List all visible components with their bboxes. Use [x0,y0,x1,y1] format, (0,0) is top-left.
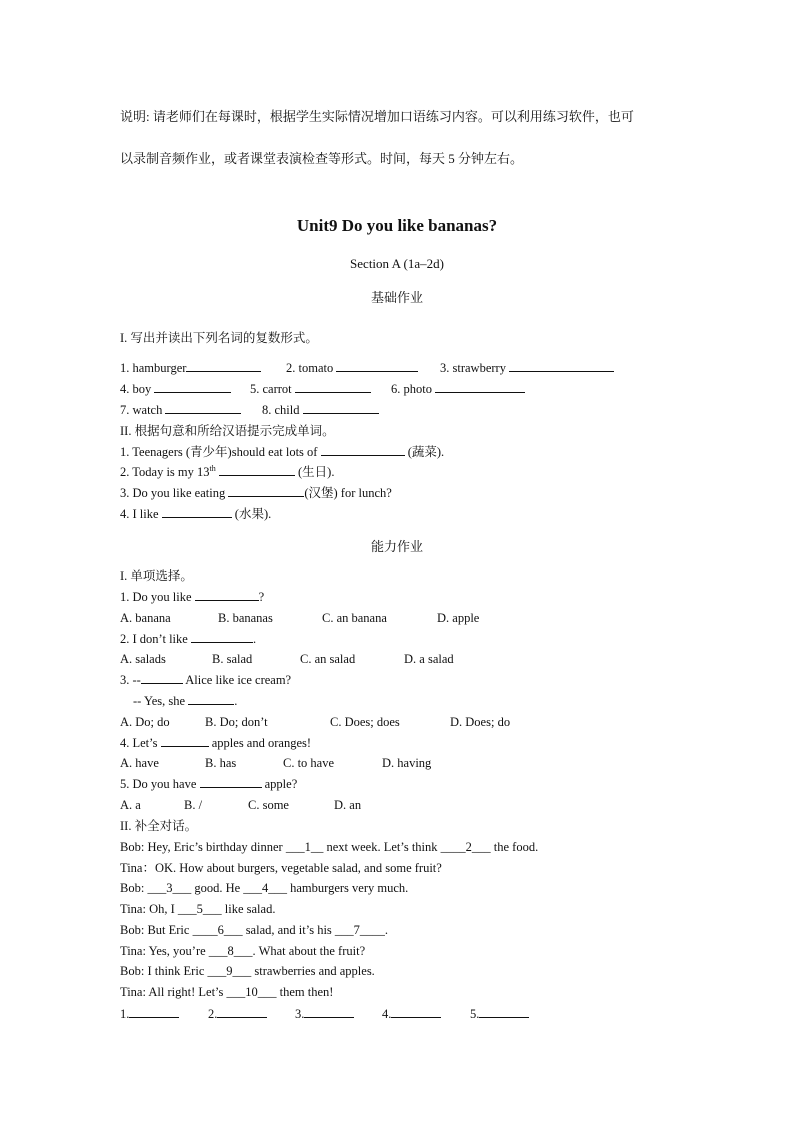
mc-option[interactable]: D. having [382,756,432,770]
mc-option[interactable]: C. some [248,798,289,812]
answer-blank[interactable] [129,1006,179,1018]
plural-item: 5. carrot [250,381,371,397]
answer-blank[interactable] [304,1006,354,1018]
mc-option[interactable]: C. to have [283,756,335,770]
mc-option[interactable]: A. a [120,798,141,812]
answer-blank[interactable] [154,381,231,393]
mc-question-reply: -- Yes, she . [133,694,238,708]
mc-option[interactable]: A. have [120,756,159,770]
plural-task-heading: I. 写出并读出下列名词的复数形式。 [120,331,318,345]
mc-option[interactable]: D. a salad [404,652,454,666]
mc-option[interactable]: B. bananas [218,611,273,625]
mc-option[interactable]: B. / [184,798,203,812]
section-label: Section A (1a–2d) [350,256,444,271]
mc-option[interactable]: D. apple [437,611,480,625]
dialog-line: Tina: Oh, I ___5___ like salad. [120,902,276,916]
answer-slot: 3. [295,1006,354,1022]
dialog-line: Tina：OK. How about burgers, vegetable salad, and some fruit? [120,861,442,875]
answer-slot: 1. [120,1006,179,1022]
answer-blank[interactable] [336,360,418,372]
dialog-line: Tina: All right! Let’s ___10___ them then! [120,985,334,999]
mc-question: 5. Do you have apple? [120,777,298,791]
mc-option[interactable]: B. salad [212,652,253,666]
answer-blank[interactable] [188,693,234,705]
answer-slot: 5. [470,1006,529,1022]
plural-item: 4. boy [120,381,231,397]
fill-item: 1. Teenagers (青少年)should eat lots of (蔬菜). [120,445,445,459]
dialog-line: Bob: Hey, Eric’s birthday dinner ___1__ next week. Let’s think ____2___ the food. [120,840,539,854]
mc-option[interactable]: A. salads [120,652,166,666]
answer-blank[interactable] [219,464,295,476]
mc-option[interactable]: C. an salad [300,652,356,666]
fill-item: 2. Today is my 13th (生日). [120,463,335,479]
teacher-note-line-1: 说明: 请老师们在每课时，根据学生实际情况增加口语练习内容。可以利用练习软件，也可 [120,109,634,124]
teacher-note-line-2: 以录制音频作业，或者课堂表演检查等形式。时间，每天 5 分钟左右。 [120,151,524,166]
plural-item: 1. hamburger [120,360,261,376]
mc-question: 4. Let’s apples and oranges! [120,736,312,750]
answer-blank[interactable] [191,631,253,643]
answer-blank[interactable] [228,485,304,497]
fill-item: 4. I like (水果). [120,507,272,521]
mc-option[interactable]: C. an banana [322,611,387,625]
mc-option[interactable]: A. Do; do [120,715,170,729]
plural-item: 6. photo [391,381,525,397]
mc-option[interactable]: D. an [334,798,362,812]
mc-question: 3. -- Alice like ice cream? [120,673,292,687]
answer-blank[interactable] [295,381,371,393]
answer-blank[interactable] [217,1006,267,1018]
mc-option[interactable]: A. banana [120,611,171,625]
ability-homework-heading: 能力作业 [370,539,423,554]
answer-blank[interactable] [161,735,209,747]
answer-blank[interactable] [186,360,261,372]
mc-option[interactable]: B. has [205,756,237,770]
answer-blank[interactable] [321,444,405,456]
answer-blank[interactable] [162,506,232,518]
answer-slot: 2. [208,1006,267,1022]
dialog-line: Bob: But Eric ____6___ salad, and it’s his ___7____. [120,923,389,937]
basic-homework-heading: 基础作业 [370,290,423,305]
answer-blank[interactable] [391,1006,441,1018]
answer-blank[interactable] [141,672,183,684]
fill-item: 3. Do you like eating (汉堡) for lunch? [120,486,392,500]
dialog-line: Bob: ___3___ good. He ___4___ hamburgers very much. [120,881,409,895]
dialog-task-heading: II. 补全对话。 [120,819,198,833]
answer-blank[interactable] [303,402,379,414]
answer-blank[interactable] [435,381,525,393]
answer-blank[interactable] [509,360,614,372]
plural-item: 2. tomato [286,360,418,376]
answer-blank[interactable] [195,589,259,601]
plural-item: 8. child [262,402,379,418]
plural-item: 3. strawberry [440,360,614,376]
mc-option[interactable]: B. Do; don’t [205,715,268,729]
answer-slot: 4. [382,1006,441,1022]
mc-option[interactable]: C. Does; does [330,715,400,729]
dialog-line: Bob: I think Eric ___9___ strawberries and apples. [120,964,375,978]
mc-question: 2. I don’t like . [120,632,257,646]
fill-task-heading: II. 根据句意和所给汉语提示完成单词。 [120,424,335,438]
answer-blank[interactable] [165,402,241,414]
unit-title: Unit9 Do you like bananas? [296,216,498,235]
mc-task-heading: I. 单项选择。 [120,569,193,583]
mc-option[interactable]: D. Does; do [450,715,511,729]
plural-item: 7. watch [120,402,241,418]
mc-question: 1. Do you like ? [120,590,265,604]
answer-blank[interactable] [479,1006,529,1018]
answer-blank[interactable] [200,776,262,788]
dialog-line: Tina: Yes, you’re ___8___. What about the fruit? [120,944,366,958]
